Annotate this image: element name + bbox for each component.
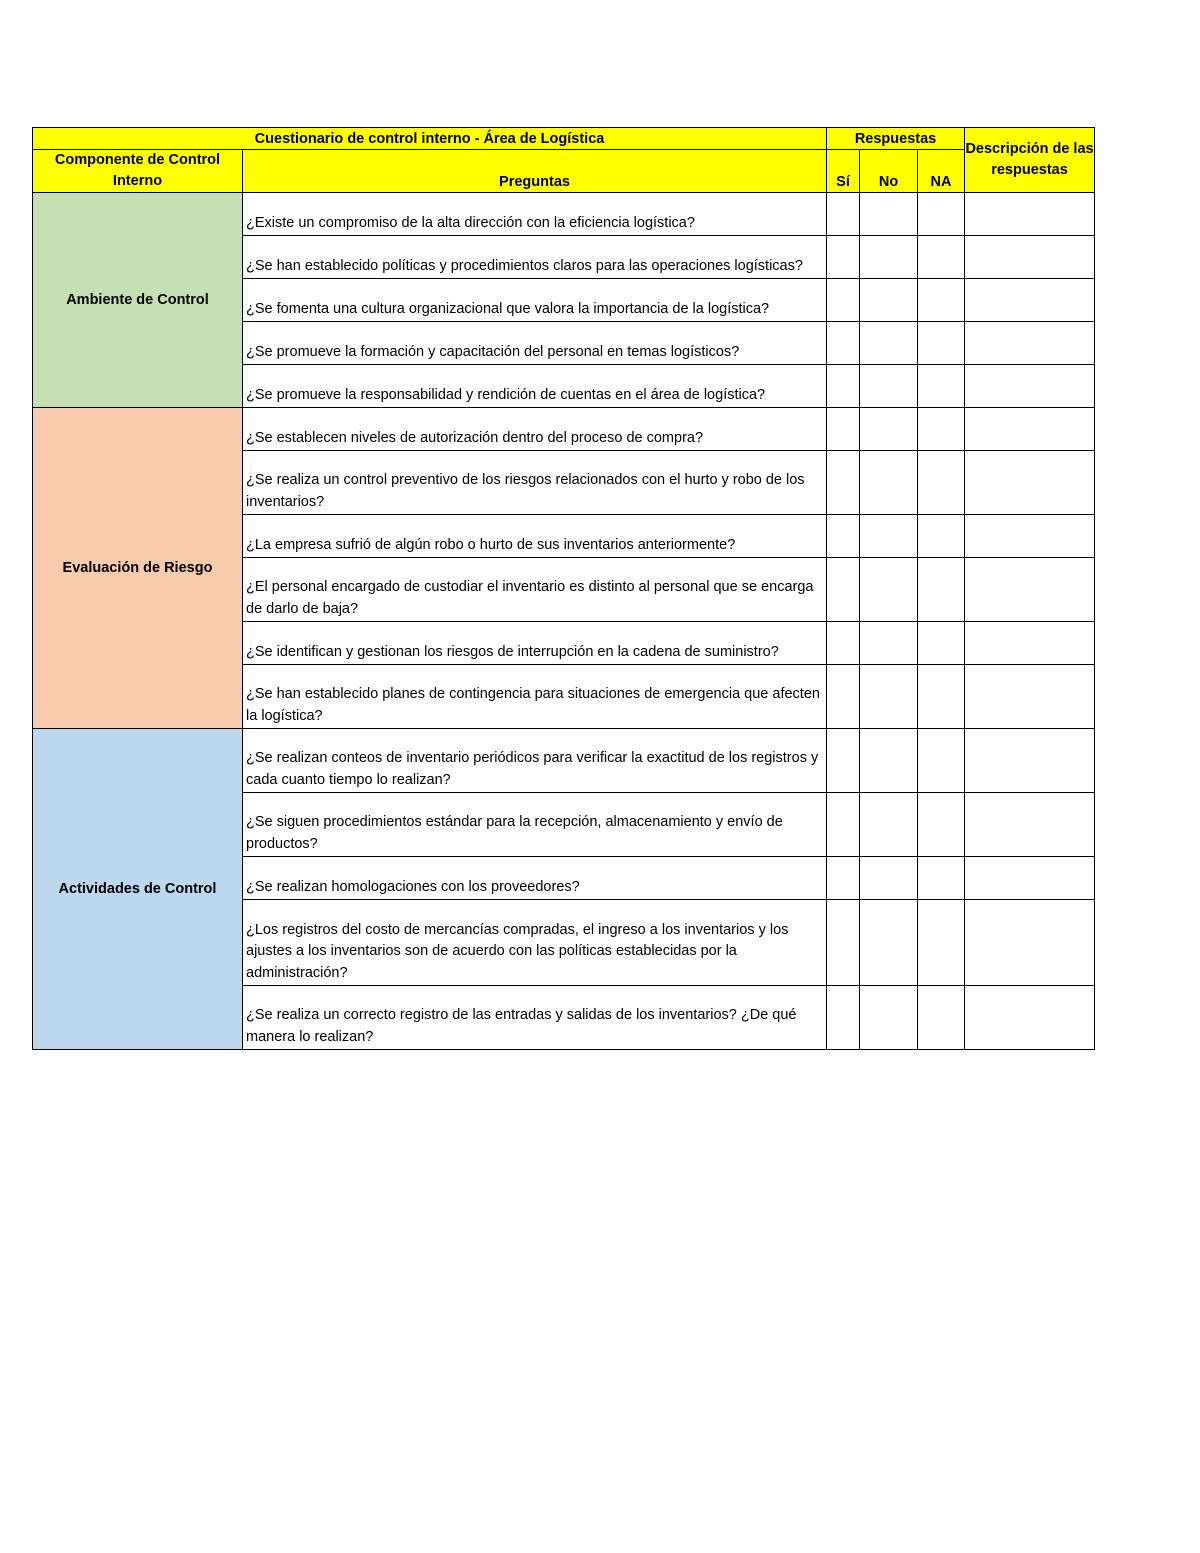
answer-description-cell[interactable] [965,729,1095,793]
question-text: ¿Se siguen procedimientos estándar para la recepción, almacenamiento y envío de productos? [243,793,827,857]
answer-description-cell[interactable] [965,365,1095,408]
answer-description-cell[interactable] [965,900,1095,986]
question-text: ¿Se promueve la responsabilidad y rendición de cuentas en el área de logística? [243,365,827,408]
question-text: ¿La empresa sufrió de algún robo o hurto de sus inventarios anteriormente? [243,515,827,558]
answer-yes-cell[interactable] [827,793,860,857]
question-row [33,408,1095,451]
answer-na-cell[interactable] [918,279,965,322]
question-text: ¿Los registros del costo de mercancías compradas, el ingreso a los inventarios y los ajustes a los inventarios son de acuerdo con las políticas establecidas por la administración? [243,900,827,986]
answer-no-cell[interactable] [860,365,918,408]
question-text: ¿Se promueve la formación y capacitación del personal en temas logísticos? [243,322,827,365]
answer-yes-cell[interactable] [827,857,860,900]
answer-no-cell[interactable] [860,236,918,279]
questions-header: Preguntas [243,150,827,193]
question-text: ¿El personal encargado de custodiar el inventario es distinto al personal que se encarga de darlo de baja? [243,558,827,622]
question-text: ¿Se han establecido políticas y procedimientos claros para las operaciones logísticas? [243,236,827,279]
question-text: ¿Existe un compromiso de la alta dirección con la eficiencia logística? [243,193,827,236]
question-text: ¿Se realizan homologaciones con los proveedores? [243,857,827,900]
answer-description-cell[interactable] [965,408,1095,451]
question-text: ¿Se fomenta una cultura organizacional que valora la importancia de la logística? [243,279,827,322]
answer-no-cell[interactable] [860,986,918,1050]
answer-na-cell[interactable] [918,857,965,900]
answer-no-cell[interactable] [860,451,918,515]
answer-na-cell[interactable] [918,236,965,279]
answer-na-cell[interactable] [918,451,965,515]
component-header: Componente de Control Interno [33,150,243,193]
answer-yes-cell[interactable] [827,515,860,558]
answer-na-cell[interactable] [918,408,965,451]
control-questionnaire-table [32,127,1095,1050]
answer-yes-cell[interactable] [827,558,860,622]
answer-no-cell[interactable] [860,793,918,857]
question-text: ¿Se realizan conteos de inventario periódicos para verificar la exactitud de los registros y cada cuanto tiempo lo realizan? [243,729,827,793]
answer-no-cell[interactable] [860,665,918,729]
description-header: Descripción de las respuestas [965,128,1095,193]
answer-no-cell[interactable] [860,193,918,236]
answer-description-cell[interactable] [965,986,1095,1050]
answer-description-cell[interactable] [965,793,1095,857]
answer-description-cell[interactable] [965,279,1095,322]
answer-na-cell[interactable] [918,322,965,365]
answer-description-cell[interactable] [965,193,1095,236]
answer-na-cell[interactable] [918,515,965,558]
question-text: ¿Se establecen niveles de autorización dentro del proceso de compra? [243,408,827,451]
answer-na-cell[interactable] [918,365,965,408]
answer-yes-cell[interactable] [827,665,860,729]
answer-description-cell[interactable] [965,857,1095,900]
answer-no-cell[interactable] [860,279,918,322]
yes-header: Sí [827,150,860,193]
no-header: No [860,150,918,193]
answer-yes-cell[interactable] [827,322,860,365]
questionnaire-title: Cuestionario de control interno - Área de Logística [33,128,827,150]
answer-no-cell[interactable] [860,622,918,665]
answer-na-cell[interactable] [918,622,965,665]
answer-yes-cell[interactable] [827,451,860,515]
question-row [33,193,1095,236]
answer-no-cell[interactable] [860,515,918,558]
answer-description-cell[interactable] [965,515,1095,558]
answer-no-cell[interactable] [860,322,918,365]
answer-yes-cell[interactable] [827,408,860,451]
answer-no-cell[interactable] [860,729,918,793]
answer-na-cell[interactable] [918,558,965,622]
answer-no-cell[interactable] [860,857,918,900]
section-ambiente-de-control: Ambiente de Control [33,193,243,408]
question-text: ¿Se han establecido planes de contingencia para situaciones de emergencia que afecten la logística? [243,665,827,729]
question-text: ¿Se realiza un correcto registro de las entradas y salidas de los inventarios? ¿De qué manera lo realizan? [243,986,827,1050]
section-evaluacion-de-riesgo: Evaluación de Riesgo [33,408,243,729]
answer-yes-cell[interactable] [827,236,860,279]
answer-na-cell[interactable] [918,193,965,236]
answer-na-cell[interactable] [918,665,965,729]
answer-yes-cell[interactable] [827,622,860,665]
answer-no-cell[interactable] [860,900,918,986]
answer-description-cell[interactable] [965,322,1095,365]
answer-yes-cell[interactable] [827,986,860,1050]
answer-na-cell[interactable] [918,729,965,793]
question-row [33,729,1095,793]
answer-no-cell[interactable] [860,408,918,451]
answer-yes-cell[interactable] [827,729,860,793]
answer-yes-cell[interactable] [827,193,860,236]
answer-description-cell[interactable] [965,558,1095,622]
section-actividades-de-control: Actividades de Control [33,729,243,1050]
answer-yes-cell[interactable] [827,365,860,408]
answer-description-cell[interactable] [965,236,1095,279]
answer-description-cell[interactable] [965,665,1095,729]
answer-description-cell[interactable] [965,451,1095,515]
answer-yes-cell[interactable] [827,900,860,986]
answer-no-cell[interactable] [860,558,918,622]
answers-header: Respuestas [827,128,965,150]
answer-yes-cell[interactable] [827,279,860,322]
answer-na-cell[interactable] [918,986,965,1050]
question-text: ¿Se identifican y gestionan los riesgos de interrupción en la cadena de suministro? [243,622,827,665]
question-text: ¿Se realiza un control preventivo de los riesgos relacionados con el hurto y robo de los inventarios? [243,451,827,515]
answer-na-cell[interactable] [918,793,965,857]
answer-na-cell[interactable] [918,900,965,986]
answer-description-cell[interactable] [965,622,1095,665]
na-header: NA [918,150,965,193]
